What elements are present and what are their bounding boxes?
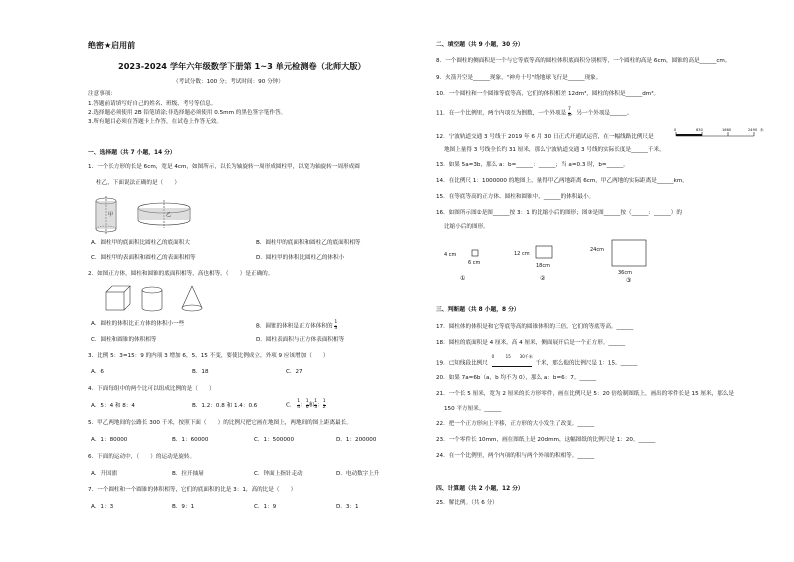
question-16: 比缩小后的图形。 [444, 224, 489, 230]
question-18: 18．圆柱的底面积是 4 厘米，高 4 厘米，侧面展开后是一个正方形。______ [436, 340, 626, 346]
section-heading: 一、选择题（共 7 小题，14 分） [88, 150, 176, 156]
fraction-numerator: 1 [334, 320, 338, 325]
option-c [286, 400, 326, 410]
question-6-stem: 6．下面的运动中，（ ）的运动是旋转。 [88, 454, 196, 460]
option-a: A．1：80000 [91, 437, 128, 443]
scale-tick-label: 1660 [722, 128, 732, 132]
question-11 [436, 108, 632, 118]
question-15: 15．在等底等高的正方体、圆柱和圆锥中，______的体积最小。 [436, 194, 595, 200]
fraction-denominator: 4 [297, 404, 301, 410]
fraction-numerator: 1 [305, 399, 309, 404]
option-a: A．1：3 [91, 504, 114, 510]
ratio-colon: ： [300, 402, 306, 409]
question-14: 14．在比例尺 1：1000000 的地图上，量得甲乙两地距离 6cm，甲乙两地的实际距离是______km。 [436, 178, 688, 184]
question-11-text: ，另一个外项是______。 [570, 110, 633, 117]
option-a: A．6 [91, 369, 104, 375]
solids-figure [104, 284, 214, 312]
fraction [334, 321, 337, 331]
fraction-denominator: 3 [314, 404, 318, 410]
exam-title: 2023-2024 学年六年级数学下册第 1~3 单元检测卷（北师大版） [118, 61, 366, 71]
question-20: 20．如果 7a=6b（a，b 均不为 0），那么 a：b=6：7。______ [436, 375, 597, 381]
question-2-stem: 2．如图正方体，圆柱和圆锥的底面积相等，高也相等。（ ）是正确的。 [88, 271, 274, 277]
scale-tick-label: 30千米 [519, 354, 533, 359]
figure-label-a: 甲 [108, 212, 114, 218]
scale-tick-label: 2490 [748, 128, 758, 132]
scale-unit: 米 [760, 128, 764, 132]
left-column [88, 0, 410, 562]
question-12: 12．宁波轨道交通 3 号线于 2019 年 6 月 30 日正式开通试运营，在一幅线路比例尺是 [436, 134, 654, 140]
fraction-numerator: 7 [567, 107, 571, 112]
fraction-denominator: 8 [567, 112, 571, 118]
option-d: D．圆柱甲的体积比圆柱乙的体积小 [256, 255, 345, 261]
right-column [436, 0, 770, 562]
figure-label-b: 乙 [166, 212, 172, 218]
figure-dimension-label: 4 cm [444, 252, 457, 258]
option-b: B．拉开抽屉 [172, 471, 204, 477]
option-a: A．5：4 和 8：4 [91, 403, 135, 409]
question-1-stem: 1．一个长方形的长是 6cm，宽是 4cm，如图所示，以长为轴旋转一周形成圆柱甲，以宽为轴旋转一周形成圆 [88, 164, 360, 170]
inline-scale-bar [490, 354, 534, 367]
scale-bar [674, 126, 770, 140]
option-b: B．1.2：0.8 和 1.4：0.6 [192, 403, 258, 409]
question-3-stem: 3．比例 5：3=15：9 的内项 3 增加 6，5、15 不变，要使比例成立，外项 9 应该增加（ ） [88, 353, 329, 359]
question-21: 150 平方厘米。______ [444, 406, 502, 412]
exam-subtitle: （考试分数：100 分；考试时间：90 分钟） [173, 79, 284, 85]
fraction-denominator: 3 [334, 325, 338, 331]
notes-heading: 注意事项： [88, 91, 116, 97]
question-22: 22．把一个正方形向上平移，正方形的大小发生了改变。______ [436, 421, 595, 427]
option-d: D．1：200000 [336, 437, 377, 443]
question-23: 23．一个零件长 10mm，画在图纸上是 20dmm，这幅图纸的比例尺是 1：20。______ [436, 437, 656, 443]
question-21: 21．一个长 5 厘米，宽为 2 厘米的长方形零件，画在比例尺是 5：20 倍绘制图纸上，画出的零件长是 15 厘米，那么是 [436, 391, 734, 397]
fraction-numerator: 1 [297, 399, 301, 404]
fraction-denominator: 6 [305, 404, 309, 410]
question-19-text: 千米，那么他的比例尺是 1：15。______ [535, 360, 638, 367]
option-c: C．圆柱甲的表面积和圆柱乙的表面积相等 [91, 255, 196, 261]
option-d: D．3：1 [336, 504, 359, 510]
question-10: 10．一个圆柱和一个圆锥等底等高，它们的体积相差 12dm³，圆柱的体积是______dm³。 [436, 91, 660, 97]
question-24: 24．在一个比例里，两个内项的积与两个外项的积相等。______ [436, 453, 595, 459]
scale-tick-label: 830 [696, 128, 703, 132]
fraction-numerator: 1 [314, 399, 318, 404]
figure-dimension-label: 24cm [590, 247, 604, 253]
option-b-text: B．圆锥的体积是正方体体积的 [256, 323, 333, 330]
cylinder-figure [94, 196, 244, 236]
option-d: D．电动数字上升 [336, 471, 380, 477]
secret-label: 绝密★启用前 [88, 41, 136, 50]
option-c: C．圆柱和圆锥的体积相等 [91, 337, 157, 343]
option-c: C．1：500000 [254, 437, 295, 443]
section-heading: 二、填空题（共 9 小题，30 分） [436, 42, 524, 48]
question-5-stem: 5．甲乙两地间的公路长 300 千米，按照下面（ ）的比例尺把它画在地图上，两地间的图上距离最长。 [88, 420, 352, 426]
fraction [323, 400, 326, 410]
figure-number: ② [540, 275, 546, 282]
question-19-text: 19．已知线段比例尺 [436, 360, 488, 367]
section-heading: 三、判断题（共 8 小题，8 分） [436, 307, 520, 313]
option-c: C．1：9 [254, 504, 277, 510]
option-b: B．圆柱甲的底面积和圆柱乙的底面积相等 [256, 240, 361, 246]
question-13: 13．如果 5a=3b，那么 a：b=______：______；当 a=0.3 时，b=______。 [436, 162, 629, 168]
question-8: 8．一个圆柱的侧面积是一个与它等底等高的圆柱体积底面积分别相等，一个圆柱的高是 6cm，圆锥的高是______cm。 [436, 58, 731, 64]
note-item: 1.答题前请填写好自己的姓名、班级、考号等信息。 [88, 101, 217, 107]
figure-dimension-label: 12 cm [514, 251, 530, 257]
figure-number: ③ [626, 277, 632, 284]
figure-dimension-label: 6 cm [468, 260, 481, 266]
fraction-denominator: 2 [322, 404, 326, 410]
option-a: A．圆柱的体积比正方体的体积小一些 [91, 321, 185, 327]
option-a: A．圆柱甲的底面积比圆柱乙的底面积大 [91, 240, 190, 246]
question-16: 16．如图所示图②是图______按 3：1 的比缩小后的图形；图③是图______按（______：______）的 [436, 210, 682, 216]
question-1-stem: 柱乙，下面说法正确的是（ ） [96, 180, 180, 186]
rectangles-figure [442, 236, 682, 286]
option-c: C．27 [286, 369, 303, 375]
option-b: B．1：60000 [172, 437, 209, 443]
note-item: 3.所有题目必须在答题卡上作答，在试卷上作答无效。 [88, 119, 222, 125]
question-12: 地图上量得 3 号线全长约 31 厘米，那么宁波轨道交通 3 号线的实际长度是______千米。 [444, 147, 665, 153]
question-19 [436, 354, 638, 368]
question-4-stem: 4．下面每组中的两个比可以组成比例的是（ ） [88, 386, 215, 392]
option-a: A．升国旗 [91, 471, 118, 477]
option-c-and: 和 [308, 402, 315, 409]
question-9: 9．火箭升空是______现象，"神舟十号"绕地球飞行是______现象。 [436, 75, 602, 81]
option-b: B．9：1 [172, 504, 195, 510]
scale-tick-label: 0 [491, 354, 495, 359]
figure-dimension-label: 18cm [536, 263, 550, 269]
ratio-colon: ： [317, 402, 323, 409]
scale-line [492, 366, 532, 367]
question-25: 25．解比例。（共 6 分） [436, 500, 498, 506]
figure-dimension-label: 36cm [618, 270, 632, 276]
note-item: 2.选择题必须使用 2B 铅笔填涂;非选择题必须使用 0.5mm 的黑色签字笔作答。 [88, 110, 287, 116]
section-heading: 四、计算题（共 2 小题，12 分） [436, 486, 524, 492]
question-11-text: 11．在一个比例里，两个内项互为倒数，一个外项是 [436, 110, 567, 117]
scale-tick-label: 15 [505, 354, 511, 359]
option-b: B．18 [192, 369, 209, 375]
question-7-stem: 7．一个圆柱和一个圆锥的体积相等，它们的底面积的比是 3：1，高的比是（ ） [88, 487, 297, 493]
fraction-numerator: 1 [322, 399, 326, 404]
figure-number: ① [460, 275, 466, 282]
option-c: C．钟面上指针走动 [254, 471, 303, 477]
scale-tick-label: 0 [674, 128, 677, 132]
option-d: D．圆柱表面积与正方体表面积相等 [256, 337, 345, 343]
option-c-prefix: C． [286, 402, 296, 409]
question-17: 17．圆柱体的体积是和它等底等高的圆锥体积的三倍，它们的等底等高。______ [436, 324, 634, 330]
option-b [256, 321, 337, 331]
